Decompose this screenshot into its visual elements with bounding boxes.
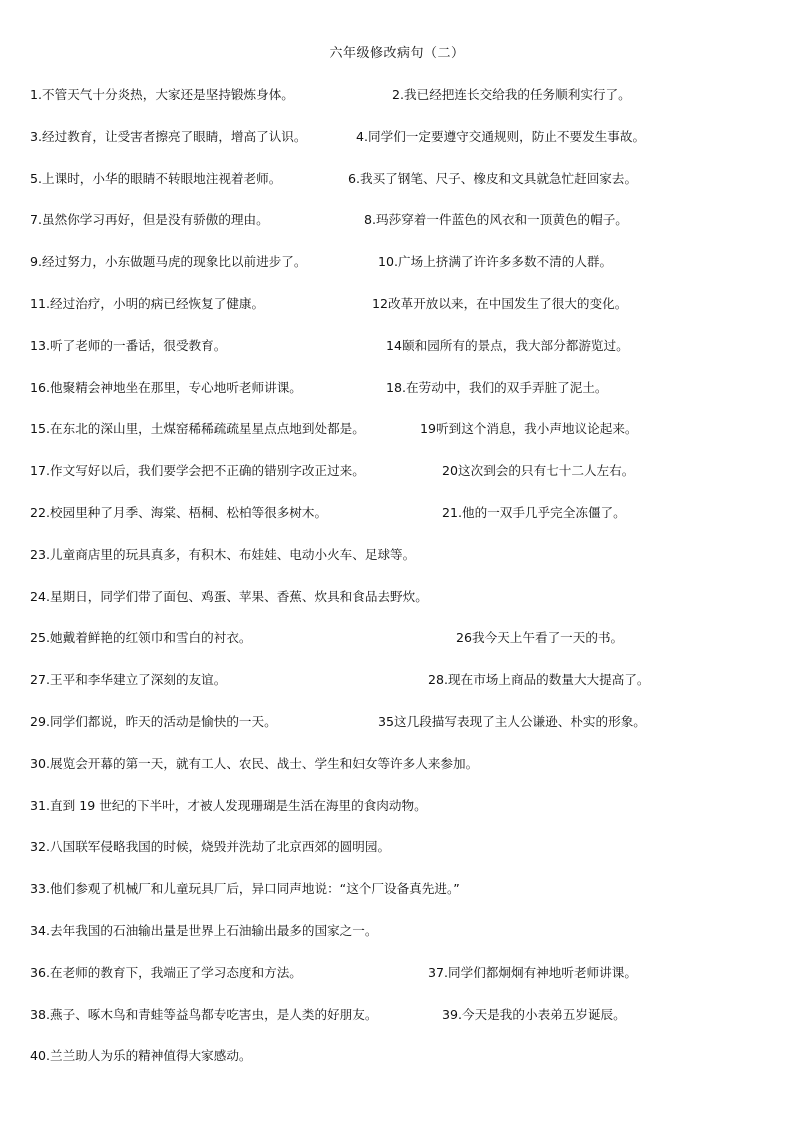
- sentence-right: 39.今天是我的小表弟五岁诞辰。: [442, 1006, 626, 1022]
- sentence-row: [30, 418, 770, 460]
- sentence-left: 27.王平和李华建立了深刻的友谊。: [30, 672, 227, 688]
- sentence-row: [30, 795, 770, 837]
- sentence-row: [30, 544, 770, 586]
- sentence-list: [30, 84, 770, 1087]
- sentence-row: [30, 460, 770, 502]
- sentence-row: [30, 209, 770, 251]
- sentence-right: 37.同学们都炯炯有神地听老师讲课。: [428, 964, 637, 980]
- sentence-left: 5.上课时，小华的眼睛不转眼地注视着老师。: [30, 170, 282, 186]
- sentence-row: [30, 251, 770, 293]
- sentence-row: [30, 293, 770, 335]
- sentence-right: 8.玛莎穿着一件蓝色的风衣和一顶黄色的帽子。: [364, 212, 628, 228]
- sentence-right: 19听到这个消息，我小声地议论起来。: [420, 421, 638, 437]
- sentence-left: 13.听了老师的一番话，很受教育。: [30, 337, 227, 353]
- sentence-row: [30, 1045, 770, 1087]
- sentence-right: 10.广场上挤满了许许多多数不清的人群。: [378, 254, 613, 270]
- sentence-row: [30, 168, 770, 210]
- sentence-left: 38.燕子、啄木鸟和青蛙等益鸟都专吃害虫，是人类的好朋友。: [30, 1006, 378, 1022]
- sentence-left: 34.去年我国的石油输出量是世界上石油输出最多的国家之一。: [30, 922, 378, 938]
- sentence-right: 20这次到会的只有七十二人左右。: [442, 463, 635, 479]
- sentence-left: 24.星期日，同学们带了面包、鸡蛋、苹果、香蕉、炊具和食品去野炊。: [30, 588, 428, 604]
- sentence-row: [30, 878, 770, 920]
- sentence-left: 17.作文写好以后，我们要学会把不正确的错别字改正过来。: [30, 463, 365, 479]
- sentence-left: 1.不管天气十分炎热，大家还是坚持锻炼身体。: [30, 87, 294, 102]
- sentence-row: [30, 920, 770, 962]
- sentence-row: [30, 669, 770, 711]
- sentence-right: 35这几段描写表现了主人公谦逊、朴实的形象。: [378, 713, 646, 729]
- sentence-left: 15.在东北的深山里，土煤窑稀稀疏疏星星点点地到处都是。: [30, 421, 365, 437]
- sentence-left: 33.他们参观了机械厂和儿童玩具厂后，异口同声地说：“这个厂设备真先进。”: [30, 881, 460, 897]
- sentence-row: [30, 836, 770, 878]
- sentence-left: 25.她戴着鲜艳的红领巾和雪白的衬衣。: [30, 630, 252, 646]
- sentence-row: [30, 335, 770, 377]
- sentence-row: [30, 711, 770, 753]
- page-title: 六年级修改病句（二）: [329, 46, 465, 61]
- sentence-right: 28.现在市场上商品的数量大大提高了。: [428, 672, 650, 688]
- sentence-left: 40.兰兰助人为乐的精神值得大家感动。: [30, 1048, 252, 1064]
- sentence-left: 3.经过教育，让受害者擦亮了眼睛，增高了认识。: [30, 128, 307, 144]
- sentence-right: 6.我买了钢笔、尺子、橡皮和文具就急忙赶回家去。: [348, 170, 638, 186]
- sentence-row: [30, 1004, 770, 1046]
- sentence-left: 22.校园里种了月季、海棠、梧桐、松柏等很多树木。: [30, 504, 328, 520]
- sentence-right: 2.我已经把连长交给我的任务顺利实行了。: [392, 87, 631, 102]
- sentence-row: [30, 962, 770, 1004]
- sentence-row: [30, 126, 770, 168]
- sentence-left: 31.直到 19 世纪的下半叶，才被人发现珊瑚是生活在海里的食肉动物。: [30, 797, 427, 813]
- sentence-row: [30, 586, 770, 628]
- sentence-left: 36.在老师的教育下，我端正了学习态度和方法。: [30, 964, 302, 980]
- sentence-left: 32.八国联军侵略我国的时候，烧毁并洗劫了北京西郊的圆明园。: [30, 839, 391, 855]
- sentence-row: [30, 502, 770, 544]
- sentence-row: [30, 84, 770, 126]
- sentence-row: [30, 753, 770, 795]
- sentence-right: 12改革开放以来，在中国发生了很大的变化。: [372, 295, 628, 311]
- sentence-row: [30, 377, 770, 419]
- sentence-left: 29.同学们都说，昨天的活动是愉快的一天。: [30, 713, 277, 729]
- sentence-right: 18.在劳动中，我们的双手弄脏了泥土。: [386, 379, 608, 395]
- sentence-left: 23.儿童商店里的玩具真多，有积木、布娃娃、电动小火车、足球等。: [30, 546, 416, 562]
- sentence-left: 16.他聚精会神地坐在那里，专心地听老师讲课。: [30, 379, 302, 395]
- sentence-right: 26我今天上午看了一天的书。: [456, 630, 624, 646]
- sentence-right: 21.他的一双手几乎完全冻僵了。: [442, 504, 626, 520]
- sentence-left: 9.经过努力，小东做题马虎的现象比以前进步了。: [30, 254, 307, 270]
- sentence-right: 4.同学们一定要遵守交通规则，防止不要发生事故。: [356, 128, 646, 144]
- sentence-right: 14颐和园所有的景点，我大部分都游览过。: [386, 337, 629, 353]
- sentence-row: [30, 627, 770, 669]
- sentence-left: 30.展览会开幕的第一天，就有工人、农民、战士、学生和妇女等许多人来参加。: [30, 755, 479, 771]
- sentence-left: 11.经过治疗，小明的病已经恢复了健康。: [30, 295, 265, 311]
- sentence-left: 7.虽然你学习再好，但是没有骄傲的理由。: [30, 212, 269, 228]
